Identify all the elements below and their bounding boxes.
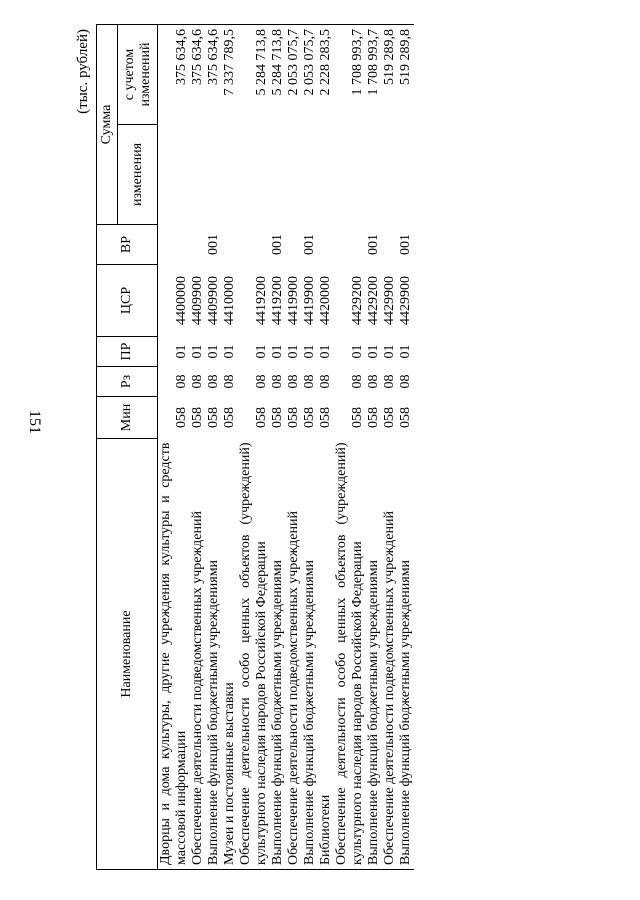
row-pr: 01 xyxy=(350,344,365,359)
row-vr: 001 xyxy=(398,234,413,255)
row-pr: 01 xyxy=(206,344,221,359)
row-csr: 4409900 xyxy=(206,276,221,325)
row-csr: 4420000 xyxy=(318,276,333,325)
row-total: 7 337 789,5 xyxy=(222,25,238,125)
row-changes xyxy=(286,125,302,225)
row-min: 058 xyxy=(398,407,413,428)
row-vr: 001 xyxy=(270,234,285,255)
row-name: Выполнение функций бюджетными учреждениями xyxy=(302,439,318,870)
row-pr: 01 xyxy=(190,344,205,359)
table-body xyxy=(158,25,415,870)
row-rz: 08 xyxy=(206,374,221,389)
row-total: 2 228 283,5 xyxy=(318,25,334,125)
row-rz: 08 xyxy=(350,374,365,389)
row-name: Обеспечение деятельности подведомственных учреждений xyxy=(382,439,398,870)
row-rz: 08 xyxy=(302,374,317,389)
row-changes xyxy=(366,125,382,225)
header-sum: Сумма xyxy=(97,25,118,225)
row-min: 058 xyxy=(254,407,269,428)
row-name: Обеспечение деятельности особо ценных объектов (учреждений) культурного наследия народов Российской Федерации xyxy=(334,439,366,870)
row-pr: 01 xyxy=(254,344,269,359)
row-total: 5 284 713,8 xyxy=(270,25,286,125)
row-name: Музеи и постоянные выставки xyxy=(222,439,238,870)
row-total: 519 289,8 xyxy=(382,25,398,125)
row-csr: 4400000 xyxy=(174,276,189,325)
row-pr: 01 xyxy=(222,344,237,359)
row-total: 519 289,8 xyxy=(398,25,414,125)
row-vr xyxy=(318,225,334,265)
row-vr xyxy=(238,225,270,265)
row-csr: 4429900 xyxy=(382,276,397,325)
header-name: Наименование xyxy=(97,439,158,870)
table-row xyxy=(206,25,222,870)
row-name: Библиотеки xyxy=(318,439,334,870)
table-row xyxy=(366,25,382,870)
row-total: 375 634,6 xyxy=(158,25,191,125)
row-total: 1 708 993,7 xyxy=(366,25,382,125)
row-rz: 08 xyxy=(398,374,413,389)
row-changes xyxy=(398,125,414,225)
row-min: 058 xyxy=(174,407,189,428)
row-pr: 01 xyxy=(366,344,381,359)
header-min: Мин xyxy=(97,397,158,439)
row-changes xyxy=(222,125,238,225)
table-block xyxy=(70,25,414,870)
page-number: 151 xyxy=(26,410,43,434)
row-total: 375 634,6 xyxy=(206,25,222,125)
table-header xyxy=(97,25,158,870)
row-changes xyxy=(270,125,286,225)
row-changes xyxy=(334,125,366,225)
row-vr xyxy=(382,225,398,265)
row-min: 058 xyxy=(318,407,333,428)
row-min: 058 xyxy=(270,407,285,428)
row-pr: 01 xyxy=(318,344,333,359)
header-changes: изменения xyxy=(118,125,158,225)
row-changes xyxy=(238,125,270,225)
row-rz: 08 xyxy=(222,374,237,389)
row-rz: 08 xyxy=(318,374,333,389)
row-min: 058 xyxy=(302,407,317,428)
header-with-changes: с учетом изменений xyxy=(118,25,158,125)
table-row xyxy=(382,25,398,870)
row-csr: 4419900 xyxy=(286,276,301,325)
table-row xyxy=(334,25,366,870)
row-vr xyxy=(222,225,238,265)
row-min: 058 xyxy=(286,407,301,428)
row-csr: 4419900 xyxy=(302,276,317,325)
row-name: Выполнение функций бюджетными учреждениями xyxy=(366,439,382,870)
row-csr: 4429900 xyxy=(398,276,413,325)
row-min: 058 xyxy=(222,407,237,428)
row-changes xyxy=(318,125,334,225)
row-name: Обеспечение деятельности подведомственных учреждений xyxy=(190,439,206,870)
row-changes xyxy=(302,125,318,225)
row-rz: 08 xyxy=(382,374,397,389)
row-changes xyxy=(158,125,191,225)
row-min: 058 xyxy=(366,407,381,428)
header-rz: Рз xyxy=(97,367,158,397)
table-row xyxy=(286,25,302,870)
row-pr: 01 xyxy=(302,344,317,359)
row-csr: 4419200 xyxy=(270,276,285,325)
row-rz: 08 xyxy=(174,374,189,389)
header-csr: ЦСР xyxy=(97,265,158,337)
row-rz: 08 xyxy=(286,374,301,389)
table-row xyxy=(222,25,238,870)
table-row xyxy=(302,25,318,870)
row-min: 058 xyxy=(190,407,205,428)
row-name: Дворцы и дома культуры, другие учреждения культуры и средств массовой информации xyxy=(158,439,191,870)
row-total: 2 053 075,7 xyxy=(302,25,318,125)
row-rz: 08 xyxy=(270,374,285,389)
row-name: Выполнение функций бюджетными учреждениями xyxy=(206,439,222,870)
table-row xyxy=(190,25,206,870)
row-vr xyxy=(190,225,206,265)
row-vr: 001 xyxy=(206,234,221,255)
row-min: 058 xyxy=(206,407,221,428)
row-min: 058 xyxy=(350,407,365,428)
row-pr: 01 xyxy=(382,344,397,359)
row-total: 1 708 993,7 xyxy=(334,25,366,125)
row-csr: 4429200 xyxy=(350,276,365,325)
table-row xyxy=(398,25,414,870)
row-pr: 01 xyxy=(398,344,413,359)
header-pr: ПР xyxy=(97,337,158,367)
budget-table xyxy=(96,24,414,870)
row-name: Выполнение функций бюджетными учреждениями xyxy=(398,439,414,870)
row-changes xyxy=(190,125,206,225)
row-vr xyxy=(286,225,302,265)
row-csr: 4409900 xyxy=(190,276,205,325)
header-vr: ВР xyxy=(97,225,158,265)
row-total: 5 284 713,8 xyxy=(238,25,270,125)
row-changes xyxy=(382,125,398,225)
table-row xyxy=(158,25,191,870)
row-csr: 4429200 xyxy=(366,276,381,325)
row-pr: 01 xyxy=(270,344,285,359)
row-csr: 4419200 xyxy=(254,276,269,325)
table-row xyxy=(238,25,270,870)
row-csr: 4410000 xyxy=(222,276,237,325)
table-row xyxy=(270,25,286,870)
row-name: Обеспечение деятельности подведомственных учреждений xyxy=(286,439,302,870)
row-total: 375 634,6 xyxy=(190,25,206,125)
row-min: 058 xyxy=(382,407,397,428)
row-pr: 01 xyxy=(286,344,301,359)
row-rz: 08 xyxy=(254,374,269,389)
row-changes xyxy=(206,125,222,225)
row-total: 2 053 075,7 xyxy=(286,25,302,125)
row-pr: 01 xyxy=(174,344,189,359)
units-label: (тыс. рублей) xyxy=(75,29,91,114)
row-rz: 08 xyxy=(190,374,205,389)
row-name: Обеспечение деятельности особо ценных объектов (учреждений) культурного наследия народов Российской Федерации xyxy=(238,439,270,870)
row-vr: 001 xyxy=(302,234,317,255)
table-row xyxy=(318,25,334,870)
row-rz: 08 xyxy=(366,374,381,389)
row-vr xyxy=(334,225,366,265)
row-vr: 001 xyxy=(366,234,381,255)
row-vr xyxy=(158,225,191,265)
row-name: Выполнение функций бюджетными учреждениями xyxy=(270,439,286,870)
